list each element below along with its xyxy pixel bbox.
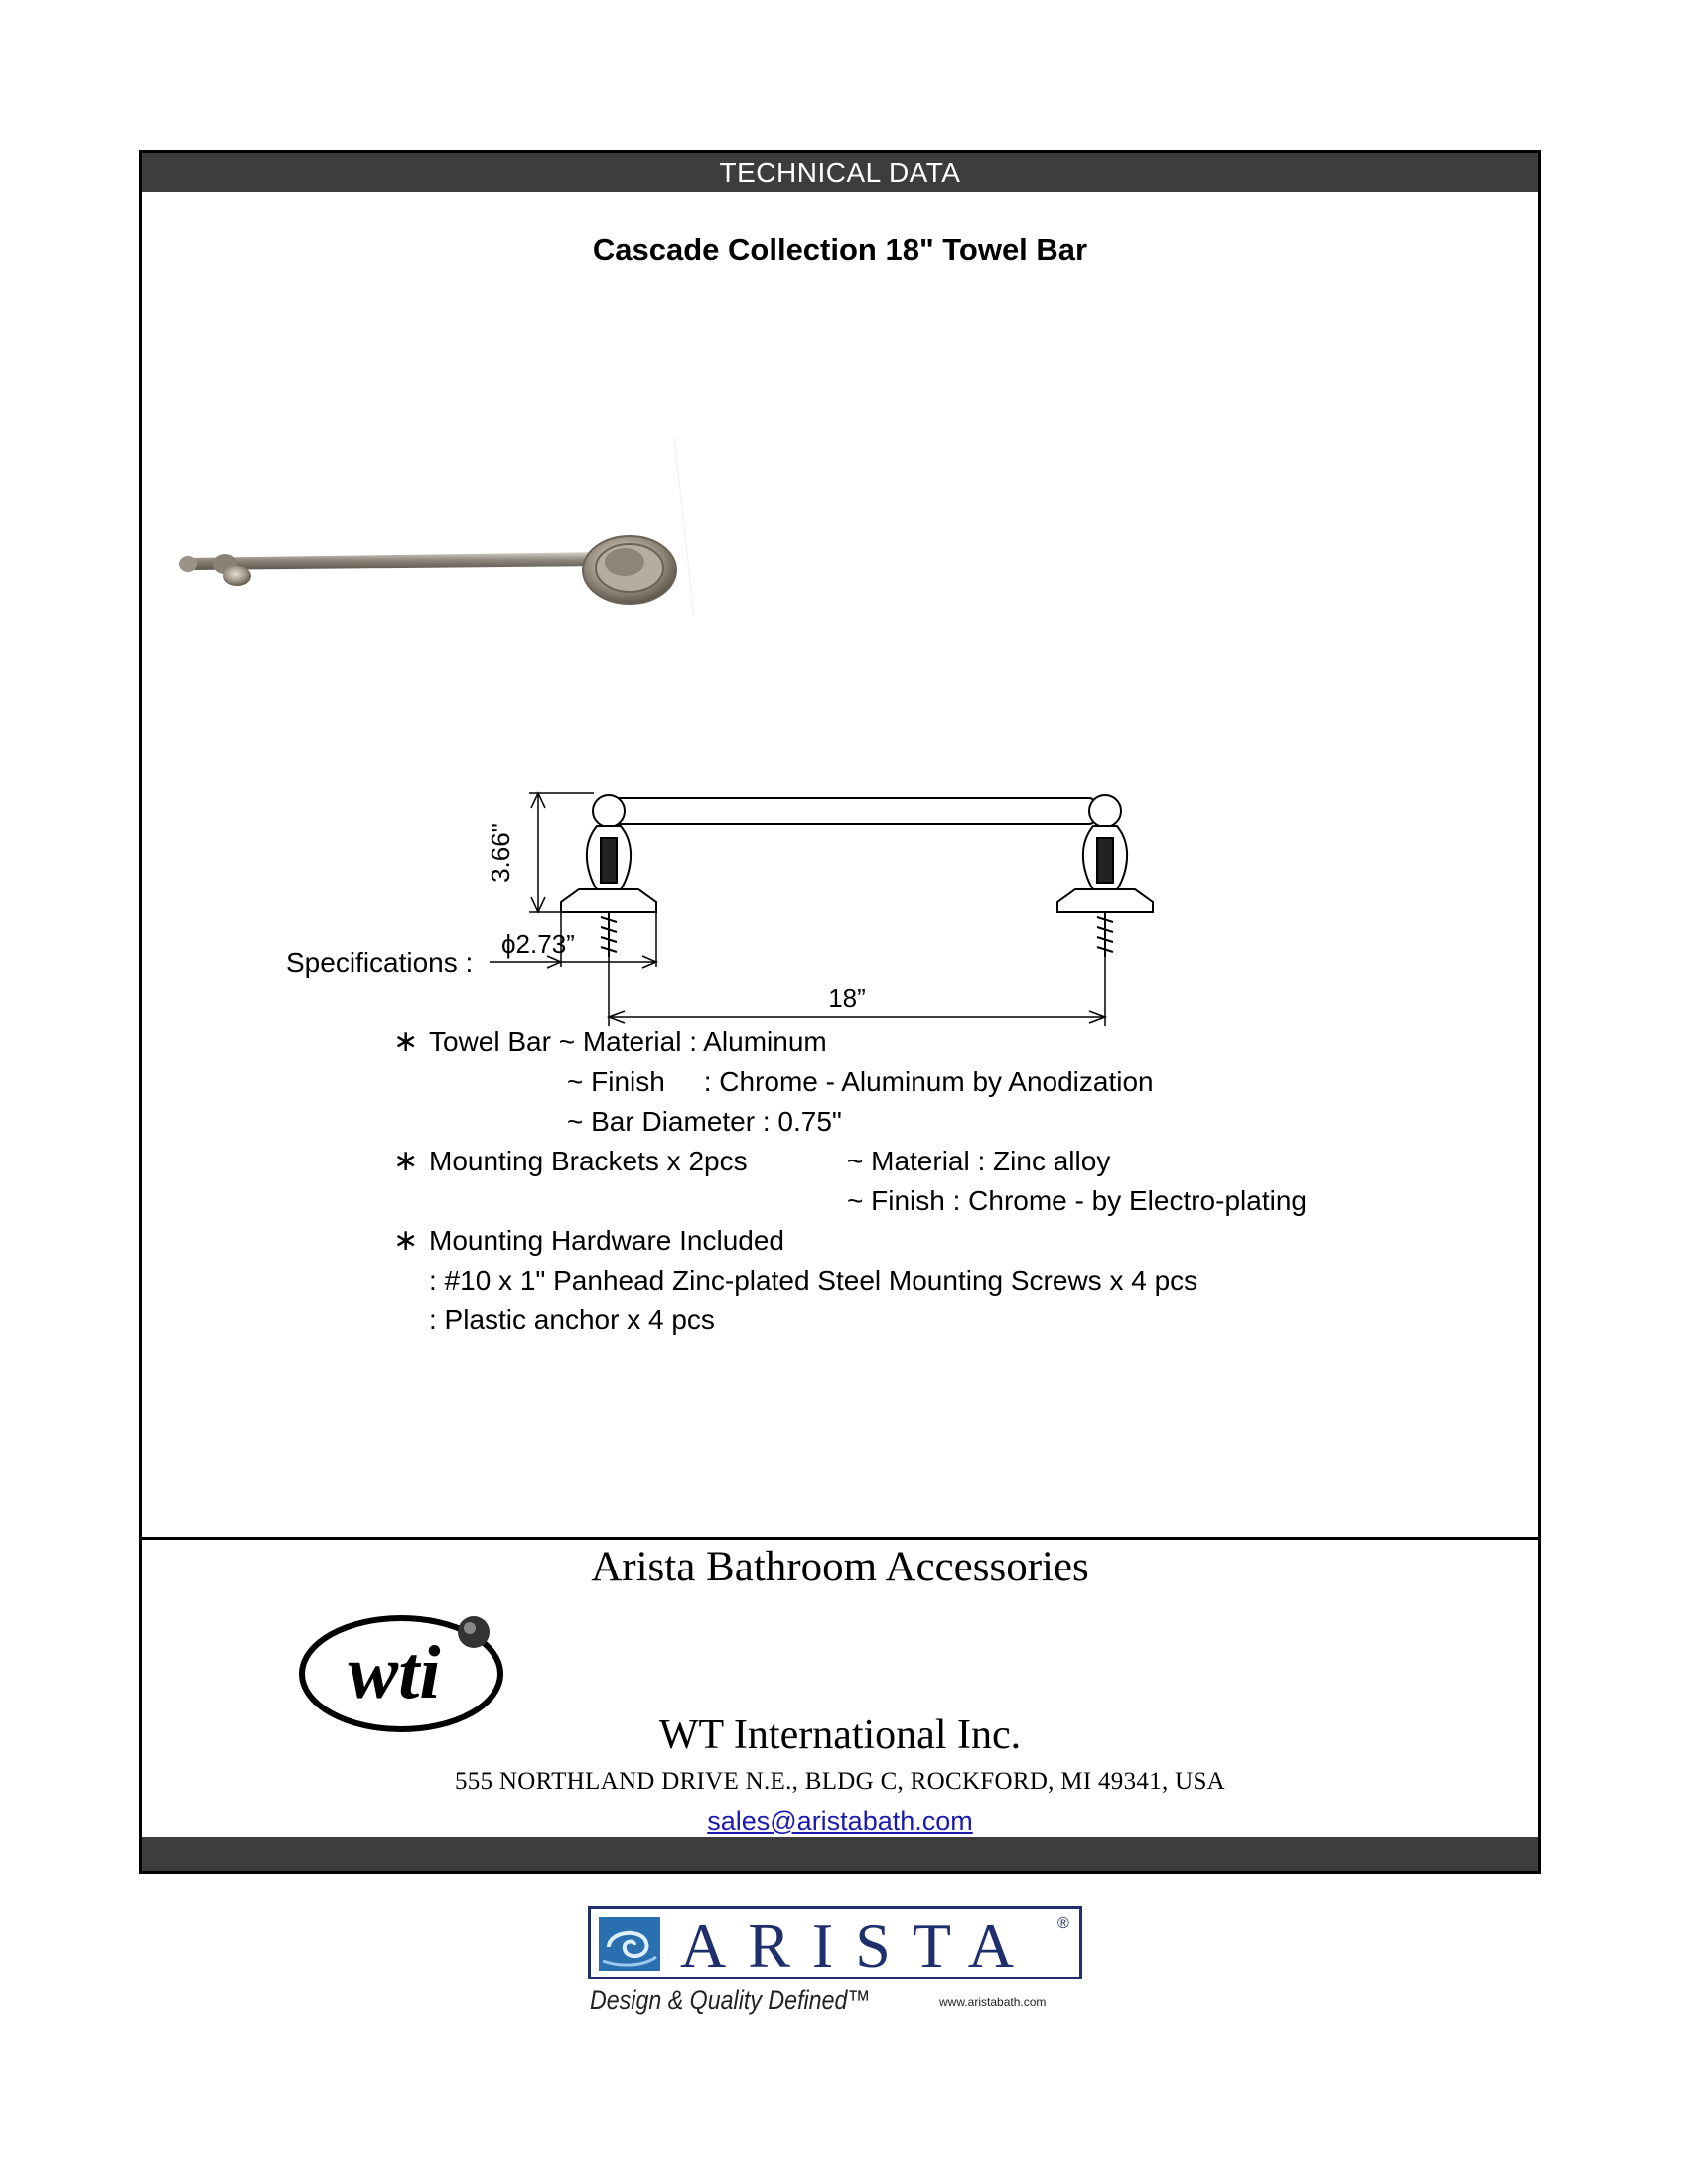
spec-line: Mounting Brackets x 2pcs xyxy=(429,1146,748,1176)
spec-line: ~ Finish : Chrome - by Electro-plating xyxy=(847,1185,1307,1216)
brand-tagline: Design & Quality Defined™ xyxy=(590,1985,871,2015)
company-name: WT International Inc. xyxy=(658,1712,1022,1758)
bullet-icon: ∗ xyxy=(393,1224,419,1257)
spec-line: : #10 x 1" Panhead Zinc-plated Steel Mounting Screws x 4 pcs xyxy=(429,1265,1198,1296)
footer-bar xyxy=(142,1837,1538,1871)
product-title: Cascade Collection 18" Towel Bar xyxy=(592,232,1088,267)
bullet-icon: ∗ xyxy=(393,1145,419,1177)
spec-line: ~ Material : Zinc alloy xyxy=(847,1146,1111,1176)
email-link[interactable]: sales@aristabath.com xyxy=(707,1806,973,1836)
brand-name: ARISTA xyxy=(680,1910,1036,1980)
height-dimension-label: 3.66" xyxy=(486,823,515,883)
header-bar: TECHNICAL DATA xyxy=(142,153,1538,192)
dimension-drawing xyxy=(430,629,1542,1046)
spec-line: Mounting Hardware Included xyxy=(429,1225,784,1256)
wti-logo-text: wti xyxy=(348,1631,441,1714)
diameter-dimension-label: ϕ2.73” xyxy=(501,929,575,959)
company-section-title: Arista Bathroom Accessories xyxy=(591,1544,1089,1590)
length-dimension-label: 18” xyxy=(828,983,866,1013)
brand-box xyxy=(588,1906,1082,1979)
company-address: 555 NORTHLAND DRIVE N.E., BLDG C, ROCKFORD, MI 49341, USA xyxy=(454,1768,1226,1795)
spec-line: Towel Bar ~ Material : Aluminum xyxy=(429,1026,827,1057)
registered-mark: ® xyxy=(1057,1915,1069,1932)
specifications-heading: Specifications : xyxy=(286,947,474,978)
swirl-icon xyxy=(599,1917,660,1971)
spec-line: ~ Bar Diameter : 0.75" xyxy=(567,1106,842,1137)
spec-line: ~ Finish : Chrome - Aluminum by Anodization xyxy=(567,1066,1154,1097)
technical-data-sheet xyxy=(139,150,1541,1874)
bullet-icon: ∗ xyxy=(393,1025,419,1058)
arista-brand-logo xyxy=(588,1906,1084,2025)
brand-url: www.aristabath.com xyxy=(939,1995,1047,2009)
spec-line: : Plastic anchor x 4 pcs xyxy=(429,1304,715,1335)
section-divider xyxy=(142,1537,1538,1540)
product-photo xyxy=(178,377,734,635)
